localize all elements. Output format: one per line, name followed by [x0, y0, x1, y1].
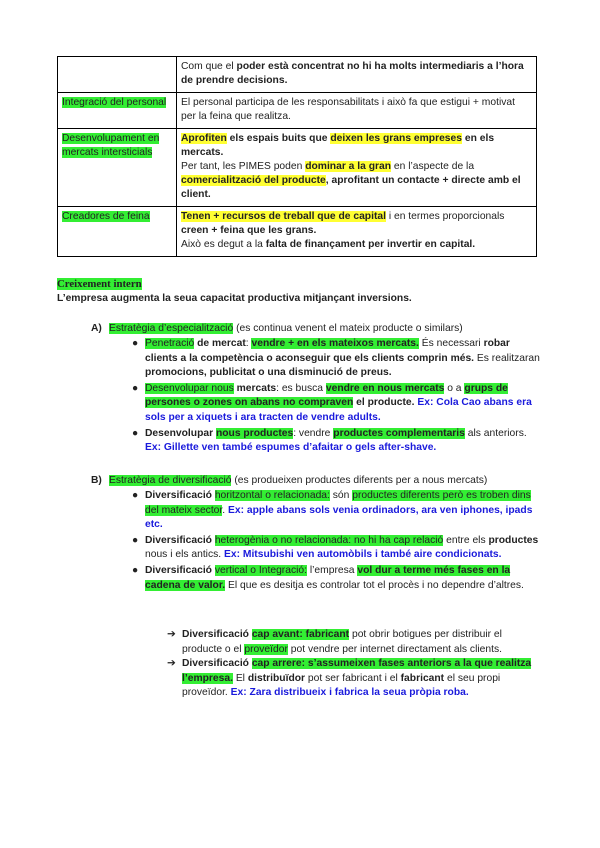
- strategy-b-list: [132, 489, 540, 594]
- table-text-cell: Tenen + recursos de treball que de capital i en termes proporcionals creen + feina que les grans. Això es degut a la falta de finançament per invertir en capital.: [177, 207, 537, 257]
- vertical-sublist: [167, 628, 540, 701]
- strategy-a-title: Estratègia d’especialització: [109, 323, 234, 334]
- table-text-cell: El personal participa de les responsabilitats i això fa que estigui + motivat per la feina que realitza.: [177, 93, 537, 129]
- table-row: [58, 129, 537, 207]
- list-item: ● Diversificació vertical o Integració: l’empresa vol dur a terme més fases en la cadena de valor. El que es desitja es controlar tot el procès i no dependre d’altres.: [132, 564, 524, 591]
- list-item: ● Diversificació heterogènia o no relacionada: no hi ha cap relació entre els productes nous i els antics. Ex: Mitsubishi ven automòbils i també aire condicionats.: [132, 534, 539, 561]
- table-label-cell: [58, 57, 177, 93]
- list-item: ➔ Diversificació cap avant: fabricant pot obrir botigues per distribuir el producte o el proveïdor pot vendre per internet directament als clients.: [167, 629, 502, 655]
- section-heading: [57, 277, 142, 292]
- table-label-cell: Creadores de feina: [58, 207, 177, 257]
- list-item: ● Desenvolupar nous productes: vendre productes complementaris als anteriors. Ex: Gillette ven també espumes d’afaitar o gels after-shave.: [132, 427, 527, 454]
- table-label-cell: Desenvolupament en mercats intersticials: [58, 129, 177, 207]
- strategy-b-title: Estratègia de diversificació: [109, 475, 232, 486]
- strategy-b-header: B) Estratègia de diversificació (es produeixen productes diferents per a nous mercats): [91, 475, 488, 486]
- list-item: ● Diversificació horitzontal o relacionada: són productes diferents però es troben dins del mateix sector. Ex: apple abans sols venia ordinadors, ara ven iphones, ipads etc.: [132, 490, 533, 531]
- table-row: [58, 93, 537, 129]
- list-item: ● Penetració de mercat: vendre + en els mateixos mercats. És necessari robar clients a la competència o aconseguir que els clients comprin més. Es realitzaran promocions, publicitat o una disminució de preus.: [132, 338, 540, 379]
- section-intro: L’empresa augmenta la seua capacitat productiva mitjançant inversions.: [57, 293, 412, 304]
- strategy-a-header: A) Estratègia d’especialització (es continua venent el mateix producte o similars): [91, 323, 463, 334]
- table-row: [58, 207, 537, 257]
- table-row: [58, 57, 537, 93]
- table-label-cell: Integració del personal: [58, 93, 177, 129]
- table-text-cell: Aprofiten els espais buits que deixen les grans empreses en els mercats. Per tant, les PIMES poden dominar a la gran en l’aspecte de la comercialització del producte, aprofitant un contacte + directe amb el client.: [177, 129, 537, 207]
- strategy-a-list: [132, 337, 540, 457]
- table-text-cell: Com que el poder està concentrat no hi ha molts intermediaris a l’hora de prendre decisions.: [177, 57, 537, 93]
- section-title: Creixement intern: [57, 278, 142, 290]
- features-table: [57, 56, 537, 257]
- list-item: ● Desenvolupar nous mercats: es busca vendre en nous mercats o a grups de persones o zones on abans no compraven el producte. Ex: Cola Cao abans era sols per a xiquets i ara tracten de vendre adults.: [132, 382, 532, 423]
- list-item: ➔ Diversificació cap arrere: s’assumeixen fases anteriors a la que realitza l’empresa. El distribuïdor pot ser fabricant i el fabricant el seu propi proveïdor. Ex: Zara distribueix i fabrica la seua pròpia roba.: [167, 658, 532, 699]
